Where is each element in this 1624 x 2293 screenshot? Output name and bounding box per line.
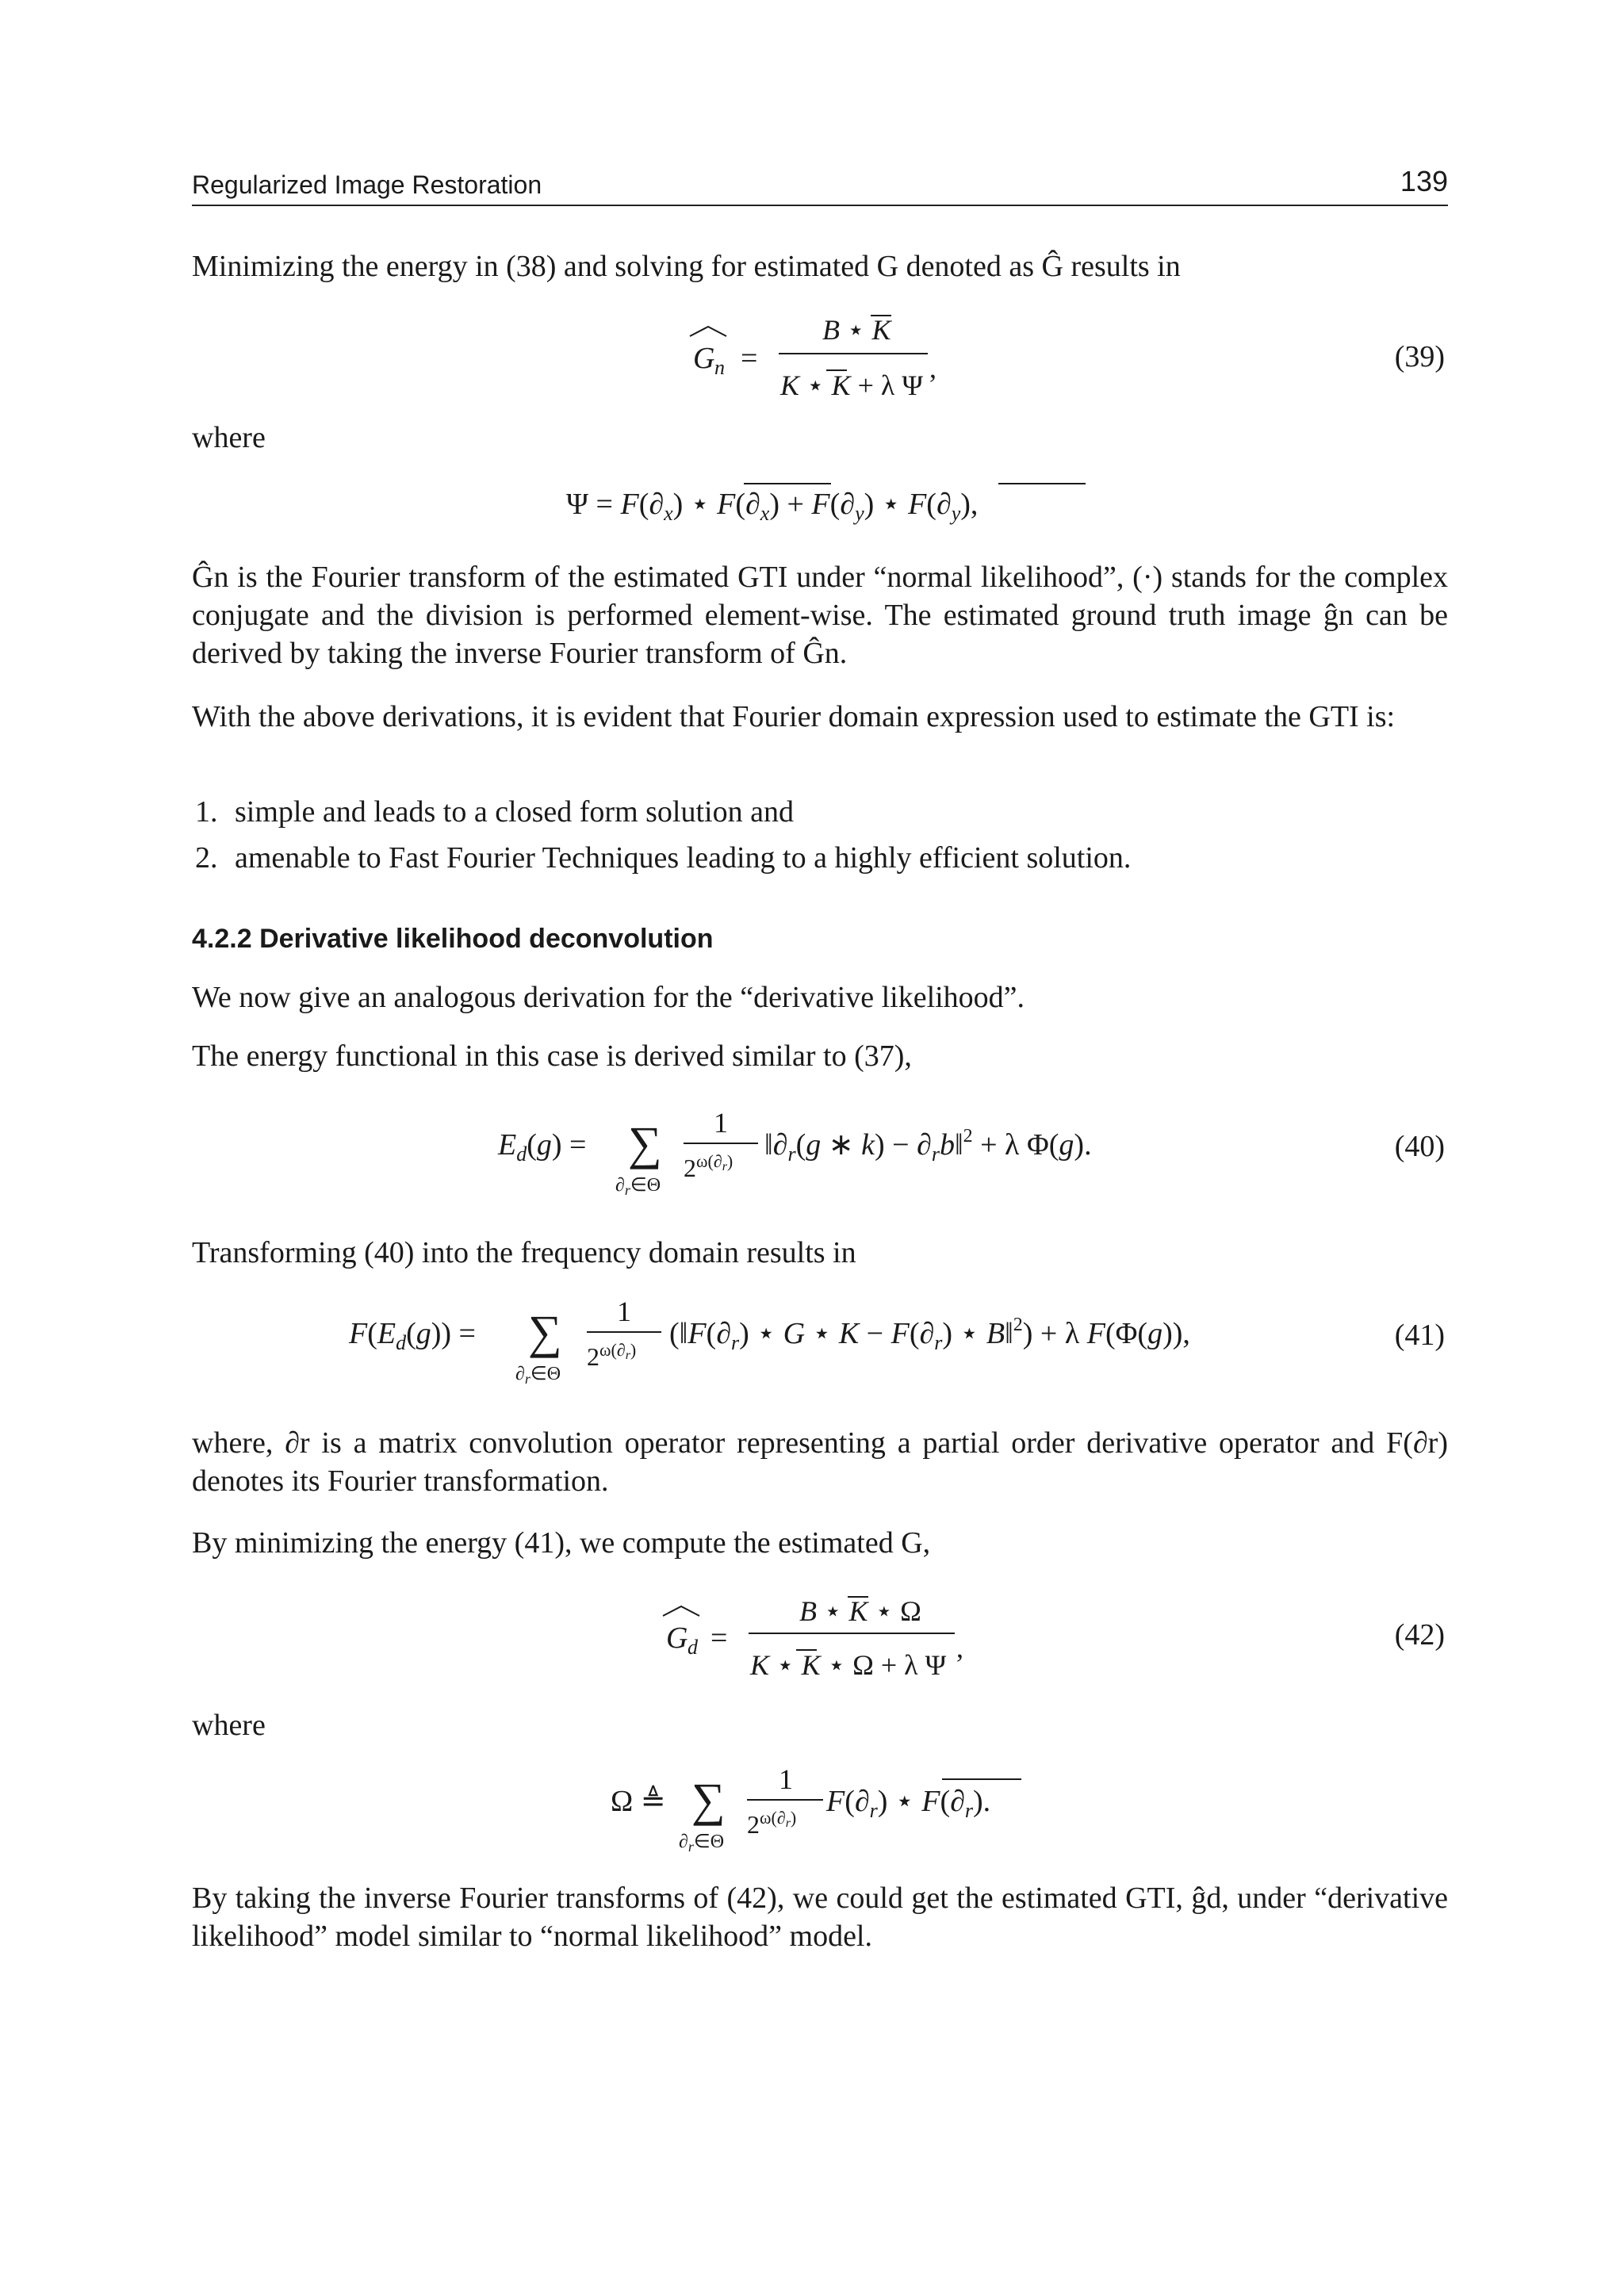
svg-text:G: G [693,342,715,375]
svg-text:1: 1 [779,1763,793,1795]
svg-text:∑: ∑ [691,1774,726,1826]
svg-text:,: , [956,1632,963,1663]
equation-39 [192,308,1448,411]
equation-number: (41) [1394,1319,1445,1352]
list-item-text: amenable to Fast Fourier Techniques leading to a highly efficient solution. [235,841,1132,875]
paragraph-intro: Minimizing the energy in (38) and solving for estimated G denoted as Ĝ results in [192,250,1181,283]
svg-text:1: 1 [617,1296,631,1327]
equation-40 [192,1102,1448,1205]
svg-text:∑: ∑ [528,1306,562,1358]
paragraph-partial-derivative: where, ∂r is a matrix convolution operator representing a partial order derivative operator and F(∂r) denotes its Fourier transformation. [192,1426,1448,1498]
equation-42 [192,1589,1448,1692]
svg-text:K ⋆ K ⋆ Ω + λ Ψ: K ⋆ K ⋆ Ω + λ Ψ [750,1649,947,1681]
list-item-number: 2. [195,841,218,875]
equation-psi [192,474,1448,530]
page-number: 139 [1400,165,1448,197]
svg-text:2ω(∂r): $2^{\omega(\partial}r$) [684,1151,733,1182]
svg-text:‖∂r(g ∗ k) − ∂rb‖2 + λ Φ(g).: $‖\partial_r(g$ ∗ $k) - \partial_rb‖^2 + \lambda$ Φ(g). [764,1126,1092,1166]
paragraph-transforming: Transforming (40) into the frequency domain results in [192,1236,856,1269]
paragraph-conclusion: By taking the inverse Fourier transforms of (42), we could get the estimated GTI, ĝd, under “derivative likelihood” model similar to “normal likelihood” model. [192,1881,1448,1953]
equation-41 [192,1284,1448,1395]
svg-text:F(Ed(g)) =: $F(E_d(g))$ = [349,1317,476,1354]
list-item-text: simple and leads to a closed form solution and [235,795,794,829]
paragraph-energy-functional: The energy functional in this case is derived similar to (37), [192,1039,912,1073]
svg-text:∂r∈Θ: $\partial_r\in\Theta$ [615,1175,661,1198]
svg-text:Ω ≜: Ω ≜ [611,1785,666,1818]
paragraph-minimizing: By minimizing the energy (41), we compute the estimated G, [192,1526,931,1560]
paragraph-gn-description: Ĝn is the Fourier transform of the estimated GTI under “normal likelihood”, (·) stands for the complex conjugate and the division is performed element-wise. The estimated ground truth image ĝn can be derived by taking the inverse Fourier transform of Ĝn. [192,561,1448,670]
svg-text:∂r∈Θ: $\partial_r\in\Theta$ [515,1364,561,1387]
equation-number: (40) [1394,1130,1445,1163]
section-heading: 4.2.2 Derivative likelihood deconvolution [192,924,714,954]
svg-text:,: , [929,352,936,384]
svg-text:B ⋆ K ⋆ Ω: B ⋆ K ⋆ Ω [799,1595,921,1627]
paragraph-where: where [192,1709,266,1742]
svg-text:Ψ = F(∂x) ⋆ F(∂x) + F(∂y) ⋆ F(: $\Psi = F(\partial_x)$ ⋆ $F(\partial_x) + F(\partial_y)$ ⋆ $F(\partial_y)$, [566,488,979,525]
paragraph-derivations: With the above derivations, it is evident that Fourier domain expression used to estimate the GTI is: [192,700,1396,733]
svg-text:1: 1 [714,1107,728,1139]
svg-text:d: d [688,1636,698,1659]
running-head [192,165,1448,206]
equation-omega [192,1759,1448,1862]
paragraph-where: where [192,421,266,454]
svg-text:∂r∈Θ: $\partial_r\in\Theta$ [679,1832,725,1855]
svg-text:=: = [710,1621,728,1655]
svg-text:K ⋆ K + λ Ψ: K ⋆ K + λ Ψ [780,369,923,401]
svg-text:2ω(∂r): $2^{\omega(\partial}r$) [587,1340,637,1371]
equation-number: (39) [1394,340,1445,373]
svg-text:Ed(g) =: $E_d(g)$ = [498,1128,587,1166]
svg-text:G: G [666,1621,688,1655]
list-item [195,793,1432,831]
svg-text:∑: ∑ [628,1117,662,1169]
svg-text:(‖F(∂r) ⋆ G ⋆ K − F(∂r) ⋆ B‖2): ($‖F(\partial_r)$ ⋆ G ⋆ $K - F(\partial_r)$ ⋆ B‖$^2$) + λ F(Φ(g)), [669,1315,1190,1354]
svg-text:B ⋆ K: B ⋆ K [822,314,891,346]
svg-text:2ω(∂r): $2^{\omega(\partial}r$) [747,1808,797,1839]
running-head-title: Regularized Image Restoration [192,170,542,199]
svg-text:=: = [741,342,758,375]
svg-text:n: n [714,356,725,379]
svg-text:F(∂r) ⋆ F(∂r).: $F(\partial_r)$ ⋆ $F(\partial_r)$. [826,1785,991,1822]
paragraph-analogous: We now give an analogous derivation for the “derivative likelihood”. [192,981,1025,1014]
list-item [195,839,1432,877]
list-item-number: 1. [195,795,218,829]
equation-number: (42) [1394,1618,1445,1652]
